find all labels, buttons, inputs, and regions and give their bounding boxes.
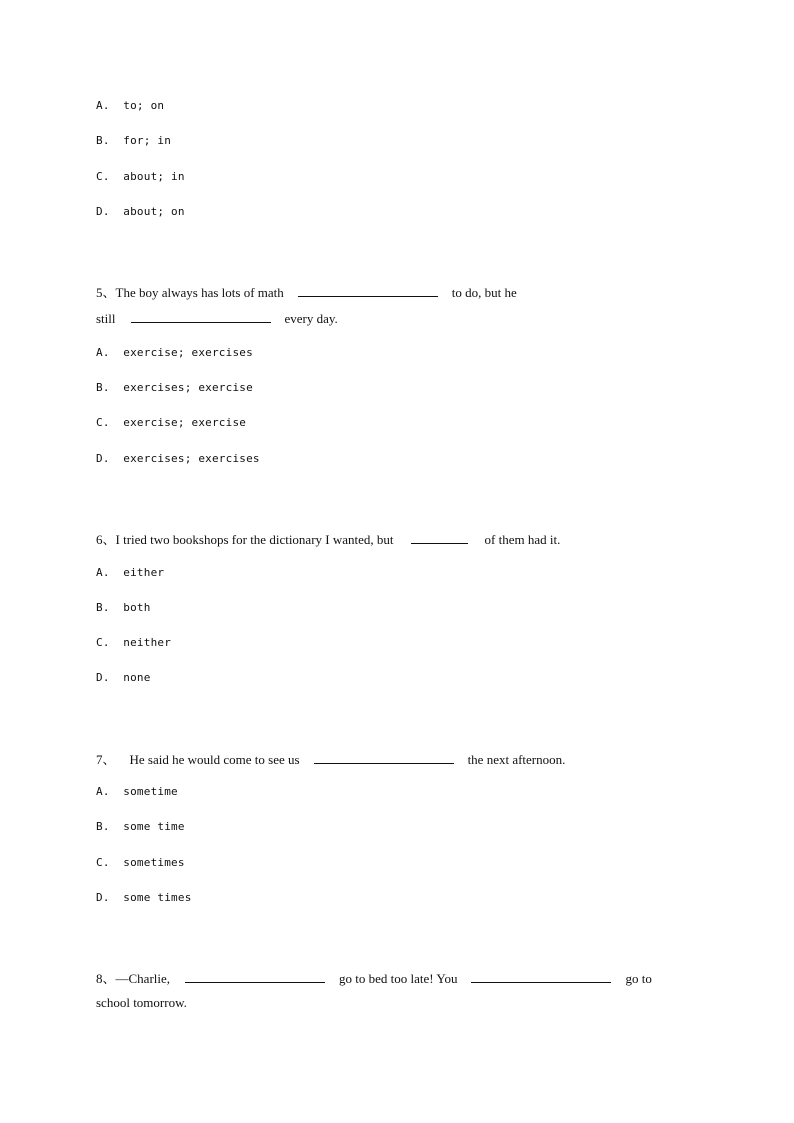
question-5-line-1 <box>96 282 517 301</box>
question-text: He said he would come to see us <box>129 752 300 767</box>
answer-blank <box>314 751 454 764</box>
question-text: to do, but he <box>451 285 517 300</box>
option-a: A. either <box>96 566 165 579</box>
question-7 <box>96 749 565 768</box>
option-a: A. to; on <box>96 99 165 112</box>
answer-blank <box>131 310 271 323</box>
question-number: 8、 <box>96 971 116 986</box>
option-a: A. sometime <box>96 785 178 798</box>
option-d: D. none <box>96 671 151 684</box>
option-c: C. neither <box>96 636 172 649</box>
answer-blank <box>185 970 325 983</box>
answer-blank <box>411 531 468 544</box>
question-text: go to <box>625 971 652 986</box>
question-6 <box>96 529 560 548</box>
option-c: C. exercise; exercise <box>96 416 247 429</box>
option-d: D. some times <box>96 891 192 904</box>
question-number: 7、 <box>96 752 116 767</box>
option-c: C. about; in <box>96 170 185 183</box>
question-text: The boy always has lots of math <box>115 285 284 300</box>
option-d: D. exercises; exercises <box>96 452 260 465</box>
question-text: go to bed too late! You <box>339 971 458 986</box>
option-b: B. exercises; exercise <box>96 381 253 394</box>
option-c: C. sometimes <box>96 856 185 869</box>
question-8-line-1 <box>96 968 652 987</box>
option-d: D. about; on <box>96 205 185 218</box>
question-text: school tomorrow. <box>96 995 187 1010</box>
question-text: the next afternoon. <box>467 752 566 767</box>
question-5-line-2 <box>96 310 338 327</box>
question-text: of them had it. <box>484 532 561 547</box>
answer-blank <box>471 970 611 983</box>
question-number: 5、 <box>96 285 116 300</box>
answer-blank <box>298 284 438 297</box>
question-text: every day. <box>284 311 338 326</box>
question-8-line-2 <box>96 995 187 1011</box>
option-a: A. exercise; exercises <box>96 346 253 359</box>
option-b: B. some time <box>96 820 185 833</box>
question-text: —Charlie, <box>115 971 171 986</box>
question-number: 6、 <box>96 532 116 547</box>
option-b: B. both <box>96 601 151 614</box>
question-text: still <box>96 311 116 326</box>
option-b: B. for; in <box>96 134 172 147</box>
question-text: I tried two bookshops for the dictionary I wanted, but <box>115 532 394 547</box>
